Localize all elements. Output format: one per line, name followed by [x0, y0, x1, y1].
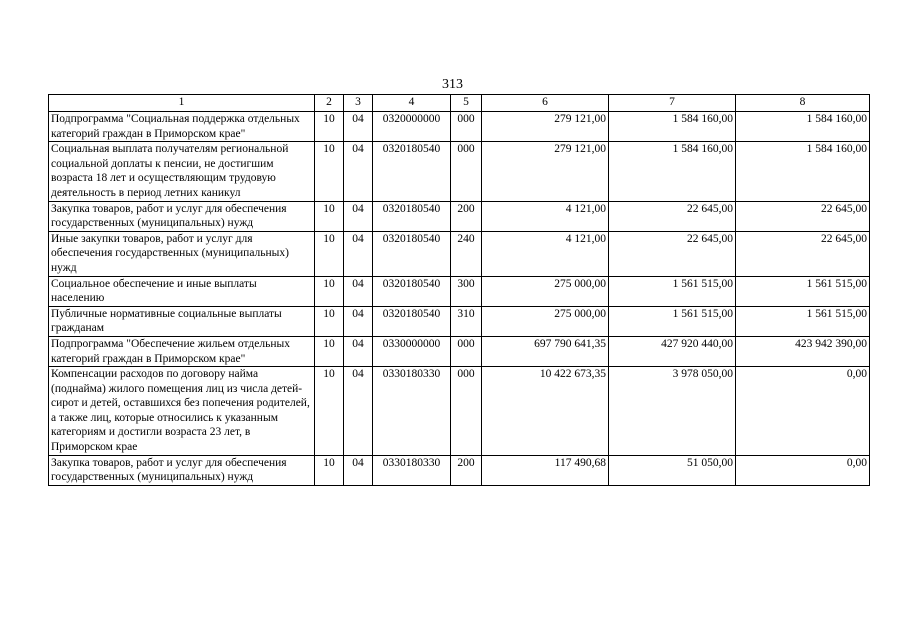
section-code: 10 [315, 231, 344, 276]
subsection-code: 04 [344, 306, 373, 336]
subsection-code: 04 [344, 276, 373, 306]
subsection-code: 04 [344, 336, 373, 366]
target-article-code: 0320180540 [373, 201, 451, 231]
column-header: 4 [373, 95, 451, 112]
row-name: Публичные нормативные социальные выплаты гражданам [49, 306, 315, 336]
section-code: 10 [315, 276, 344, 306]
amount-col-6: 279 121,00 [482, 112, 609, 142]
amount-col-6: 117 490,68 [482, 455, 609, 485]
amount-col-7: 51 050,00 [609, 455, 736, 485]
amount-col-7: 1 561 515,00 [609, 276, 736, 306]
column-header: 2 [315, 95, 344, 112]
expense-type-code: 200 [451, 455, 482, 485]
subsection-code: 04 [344, 112, 373, 142]
column-header: 6 [482, 95, 609, 112]
section-code: 10 [315, 201, 344, 231]
amount-col-8: 423 942 390,00 [736, 336, 870, 366]
target-article-code: 0330000000 [373, 336, 451, 366]
target-article-code: 0320180540 [373, 306, 451, 336]
amount-col-8: 1 561 515,00 [736, 276, 870, 306]
subsection-code: 04 [344, 455, 373, 485]
subsection-code: 04 [344, 142, 373, 201]
row-name: Компенсации расходов по договору найма (поднайма) жилого помещения лиц из числа детей-сирот и детей, оставшихся без попечения родителей, а также лиц, которые относились к указанным категориям и достигли возраста 23 лет, в Приморском крае [49, 367, 315, 456]
amount-col-6: 275 000,00 [482, 276, 609, 306]
table-row [49, 231, 870, 276]
subsection-code: 04 [344, 367, 373, 456]
amount-col-7: 1 561 515,00 [609, 306, 736, 336]
table-row [49, 201, 870, 231]
table-row [49, 142, 870, 201]
target-article-code: 0320180540 [373, 142, 451, 201]
amount-col-8: 1 584 160,00 [736, 142, 870, 201]
amount-col-8: 1 584 160,00 [736, 112, 870, 142]
amount-col-7: 1 584 160,00 [609, 142, 736, 201]
expense-type-code: 200 [451, 201, 482, 231]
amount-col-7: 22 645,00 [609, 201, 736, 231]
section-code: 10 [315, 142, 344, 201]
column-header: 1 [49, 95, 315, 112]
table-row [49, 455, 870, 485]
amount-col-8: 0,00 [736, 367, 870, 456]
section-code: 10 [315, 112, 344, 142]
amount-col-6: 10 422 673,35 [482, 367, 609, 456]
amount-col-8: 22 645,00 [736, 201, 870, 231]
column-header: 8 [736, 95, 870, 112]
target-article-code: 0320000000 [373, 112, 451, 142]
amount-col-8: 0,00 [736, 455, 870, 485]
table-row [49, 306, 870, 336]
column-header: 5 [451, 95, 482, 112]
target-article-code: 0320180540 [373, 276, 451, 306]
row-name: Социальное обеспечение и иные выплаты населению [49, 276, 315, 306]
amount-col-6: 4 121,00 [482, 201, 609, 231]
table-row [49, 276, 870, 306]
amount-col-6: 4 121,00 [482, 231, 609, 276]
amount-col-8: 1 561 515,00 [736, 306, 870, 336]
expense-type-code: 000 [451, 112, 482, 142]
target-article-code: 0330180330 [373, 455, 451, 485]
header-row [49, 95, 870, 112]
target-article-code: 0330180330 [373, 367, 451, 456]
row-name: Подпрограмма "Обеспечение жильем отдельных категорий граждан в Приморском крае" [49, 336, 315, 366]
target-article-code: 0320180540 [373, 231, 451, 276]
amount-col-7: 427 920 440,00 [609, 336, 736, 366]
amount-col-6: 697 790 641,35 [482, 336, 609, 366]
table-row [49, 112, 870, 142]
table-row [49, 336, 870, 366]
row-name: Закупка товаров, работ и услуг для обеспечения государственных (муниципальных) нужд [49, 201, 315, 231]
column-header: 7 [609, 95, 736, 112]
amount-col-8: 22 645,00 [736, 231, 870, 276]
section-code: 10 [315, 306, 344, 336]
expense-type-code: 310 [451, 306, 482, 336]
amount-col-7: 1 584 160,00 [609, 112, 736, 142]
expense-type-code: 000 [451, 142, 482, 201]
budget-table [48, 94, 870, 486]
column-header: 3 [344, 95, 373, 112]
expense-type-code: 240 [451, 231, 482, 276]
subsection-code: 04 [344, 231, 373, 276]
section-code: 10 [315, 367, 344, 456]
amount-col-7: 3 978 050,00 [609, 367, 736, 456]
row-name: Социальная выплата получателям региональной социальной доплаты к пенсии, не достигшим возраста 18 лет и осуществляющим трудовую деятельность в период летних каникул [49, 142, 315, 201]
row-name: Подпрограмма "Социальная поддержка отдельных категорий граждан в Приморском крае" [49, 112, 315, 142]
section-code: 10 [315, 455, 344, 485]
table-row [49, 367, 870, 456]
amount-col-7: 22 645,00 [609, 231, 736, 276]
section-code: 10 [315, 336, 344, 366]
row-name: Иные закупки товаров, работ и услуг для обеспечения государственных (муниципальных) нужд [49, 231, 315, 276]
subsection-code: 04 [344, 201, 373, 231]
page-number: 313 [442, 77, 463, 92]
amount-col-6: 279 121,00 [482, 142, 609, 201]
amount-col-6: 275 000,00 [482, 306, 609, 336]
row-name: Закупка товаров, работ и услуг для обеспечения государственных (муниципальных) нужд [49, 455, 315, 485]
expense-type-code: 000 [451, 367, 482, 456]
expense-type-code: 000 [451, 336, 482, 366]
expense-type-code: 300 [451, 276, 482, 306]
